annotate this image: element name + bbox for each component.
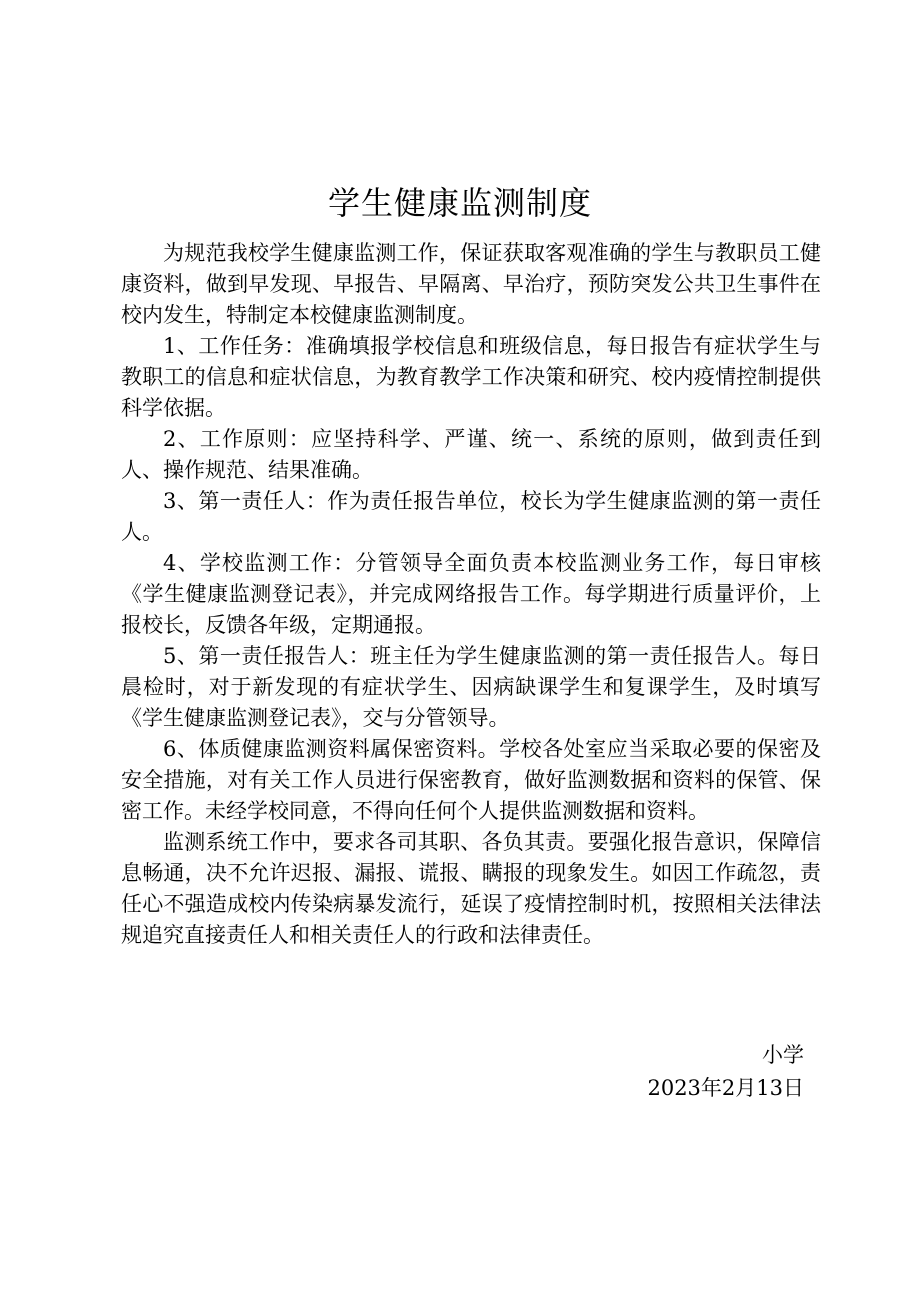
paragraph-school-monitoring: 4、学校监测工作：分管领导全面负责本校监测业务工作，每日审核《学生健康监测登记表》，并完成网络报告工作。每学期进行质量评价，上报校长，反馈各年级，定期通报。 (121, 551, 821, 637)
document-body (121, 238, 821, 951)
paragraph-responsibility: 监测系统工作中，要求各司其职、各负其责。要强化报告意识，保障信息畅通，决不允许迟报、漏报、谎报、瞒报的现象发生。如因工作疏忽，责任心不强造成校内传染病暴发流行，延误了疫情控制时机，按照相关法律法规追究直接责任人和相关责任人的行政和法律责任。 (121, 830, 821, 947)
paragraph-work-task: 1、工作任务：准确填报学校信息和班级信息，每日报告有症状学生与教职工的信息和症状信息，为教育教学工作决策和研究、校内疫情控制提供科学依据。 (121, 334, 821, 420)
paragraph-first-reporter: 5、第一责任报告人：班主任为学生健康监测的第一责任报告人。每日晨检时，对于新发现的有症状学生、因病缺课学生和复课学生，及时填写《学生健康监测登记表》，交与分管领导。 (121, 644, 821, 730)
signature-organization: 小学 (762, 1043, 804, 1067)
signature-block (404, 1039, 804, 1105)
paragraph-work-principle: 2、工作原则：应坚持科学、严谨、统一、系统的原则，做到责任到人、操作规范、结果准确。 (121, 427, 821, 482)
paragraph-intro: 为规范我校学生健康监测工作，保证获取客观准确的学生与教职员工健康资料，做到早发现、早报告、早隔离、早治疗，预防突发公共卫生事件在校内发生，特制定本校健康监测制度。 (121, 241, 821, 327)
paragraph-first-responsible: 3、第一责任人：作为责任报告单位，校长为学生健康监测的第一责任人。 (121, 489, 821, 544)
document-title: 学生健康监测制度 (327, 184, 592, 222)
signature-date: 2023年2月13日 (647, 1076, 804, 1100)
paragraph-confidentiality: 6、体质健康监测资料属保密资料。学校各处室应当采取必要的保密及安全措施，对有关工作人员进行保密教育，做好监测数据和资料的保管、保密工作。未经学校同意，不得向任何个人提供监测数据和资料。 (121, 737, 821, 823)
